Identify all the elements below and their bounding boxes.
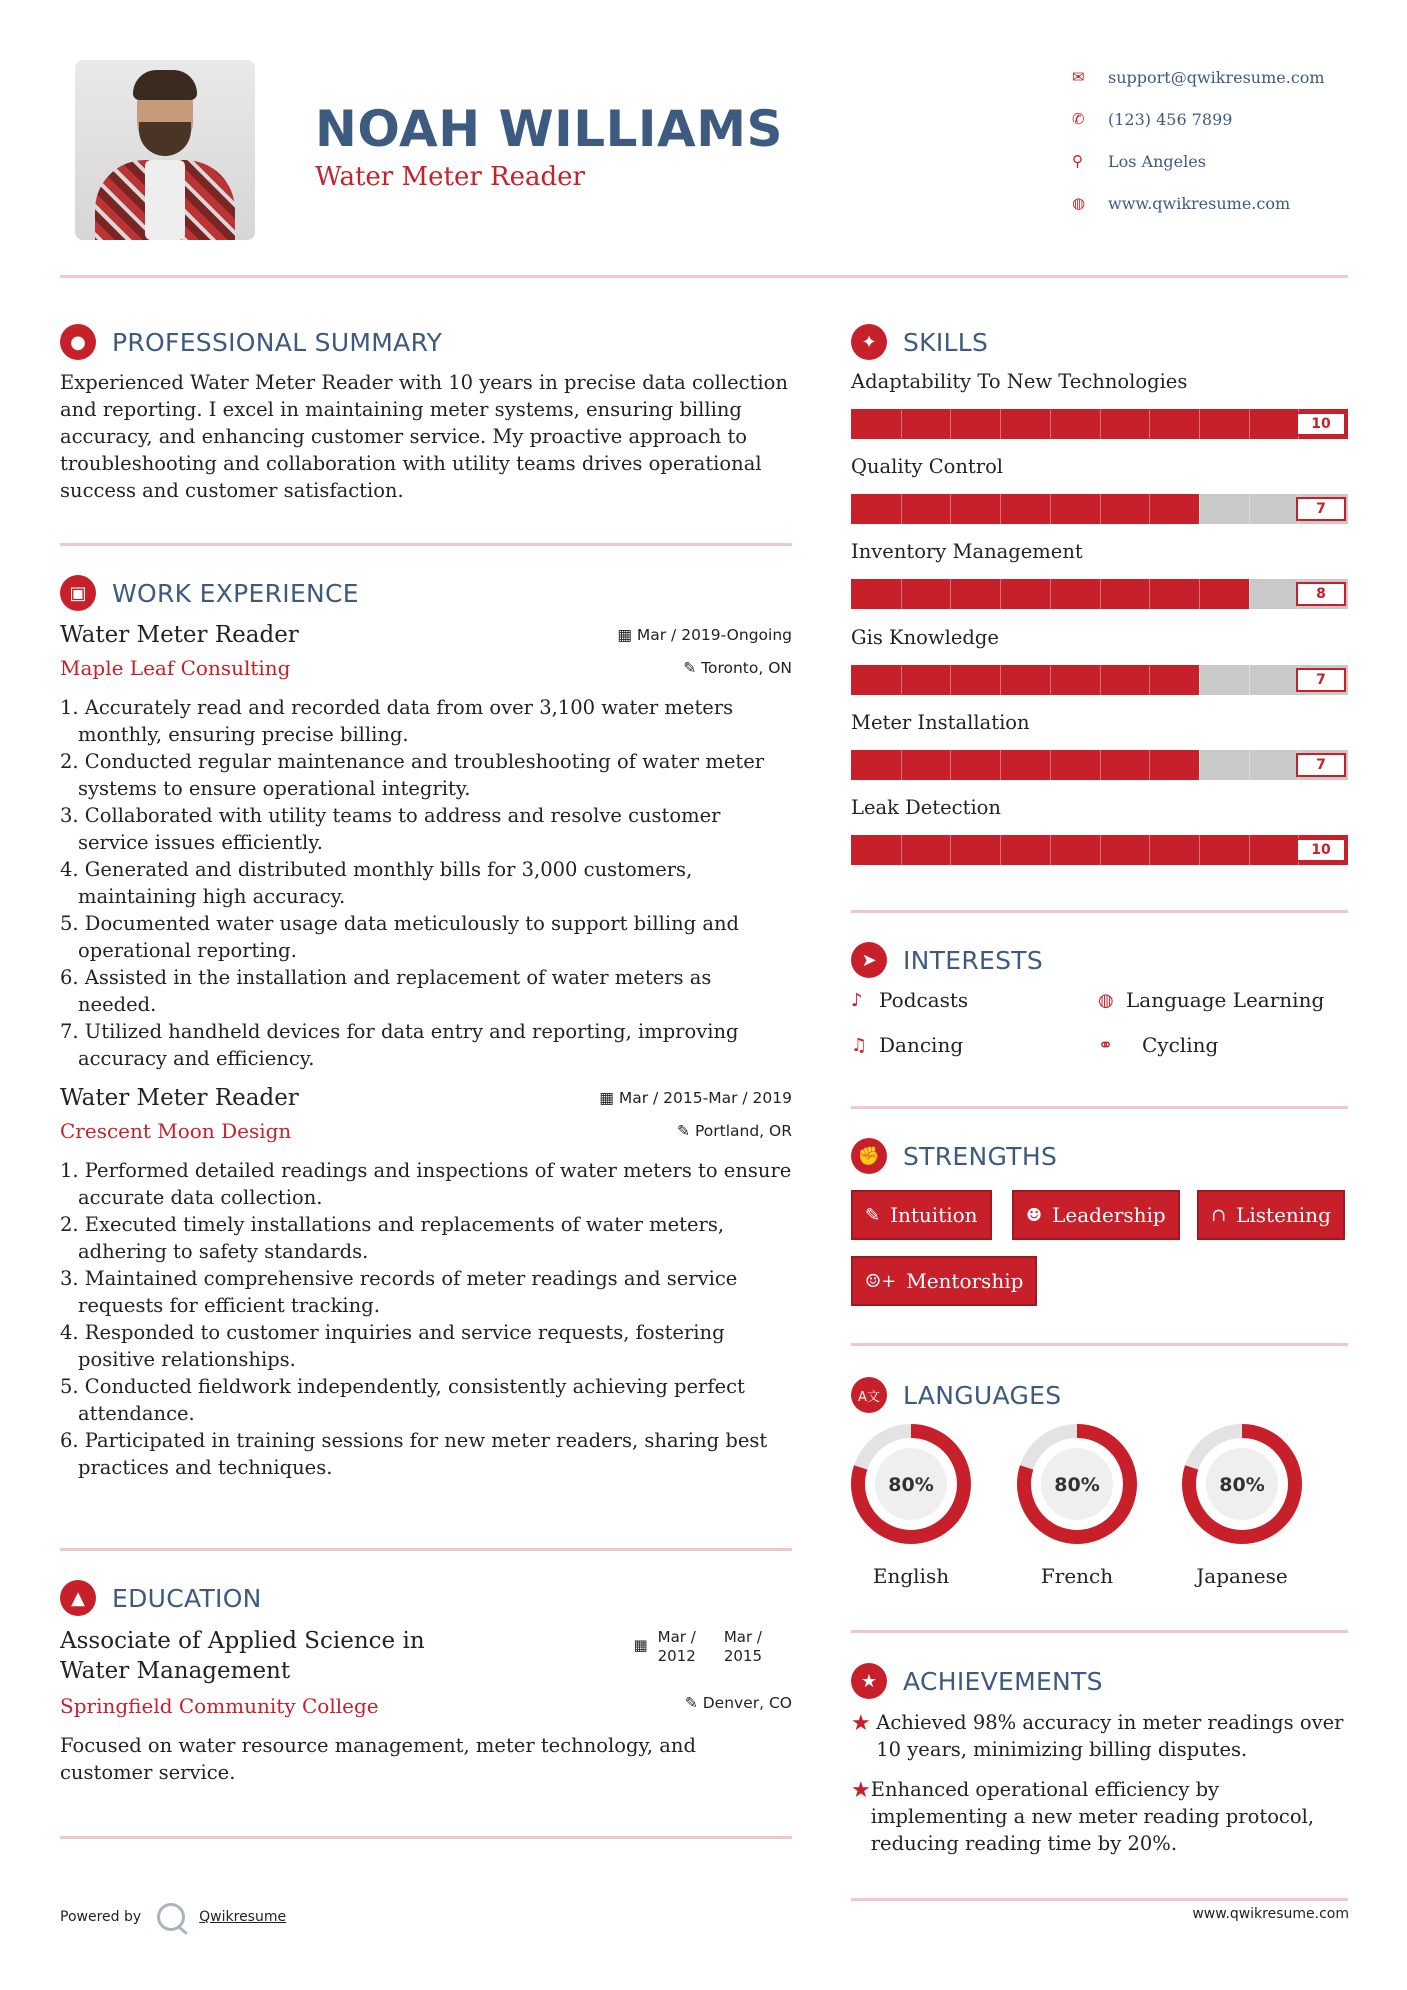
job-company: Maple Leaf Consulting (60, 656, 291, 680)
language-donut (849, 1422, 973, 1546)
degree-title: Associate of Applied Science in Water Management (60, 1628, 425, 1684)
language-donut (1015, 1422, 1139, 1546)
trophy-icon: ★ (851, 1663, 887, 1699)
strength-tag: ☻ Leadership (1012, 1190, 1180, 1240)
skill-bar-fill (851, 494, 1199, 524)
skill-name: Quality Control (851, 455, 1004, 478)
achievement-item: ★ Enhanced operational efficiency by implementing a new meter reading protocol, reducing reading time by 20%. (851, 1778, 1315, 1855)
strength-tag: ∩ Listening (1197, 1190, 1345, 1240)
language-item (1180, 1422, 1304, 1588)
skill-bar (851, 494, 1348, 524)
list-item: 6. Participated in training sessions for new meter readers, sharing best practices and techniques. (60, 1429, 768, 1479)
education-description: Focused on water resource management, meter technology, and customer service. (60, 1734, 696, 1784)
education-entry (60, 1626, 792, 1786)
job-title: Water Meter Reader (60, 1085, 299, 1111)
interest-item: ⚭ Cycling (1098, 1033, 1219, 1057)
calendar-icon: ▦ (633, 1636, 648, 1654)
list-item: 5. Conducted fieldwork independently, consistently achieving perfect attendance. (60, 1375, 745, 1425)
language-name: Japanese (1196, 1564, 1288, 1588)
skill-name: Leak Detection (851, 796, 1001, 819)
list-item: 1. Accurately read and recorded data from over 3,100 water meters monthly, ensuring precise billing. (60, 696, 734, 746)
skill-bar (851, 665, 1348, 695)
job-title: Water Meter Reader (60, 622, 299, 648)
skill-name: Inventory Management (851, 540, 1083, 563)
achievement-item: ★ Achieved 98% accuracy in meter readings over 10 years, minimizing billing disputes. (851, 1711, 1344, 1761)
list-item: 5. Documented water usage data meticulously to support billing and operational reporting. (60, 912, 740, 962)
skill-bar (851, 579, 1348, 609)
skill-bar-fill (851, 665, 1199, 695)
magic-wand-icon: ✎ (865, 1204, 881, 1226)
briefcase-icon: ▣ (60, 575, 96, 611)
skill-score: 7 (1296, 668, 1346, 692)
map-pin-icon: ⚲ (1072, 152, 1083, 170)
skill-bar (851, 750, 1348, 780)
strength-tag: ✎ Intuition (851, 1190, 992, 1240)
list-item: 2. Conducted regular maintenance and troubleshooting of water meter systems to ensure operational integrity. (60, 750, 765, 800)
skill-name: Gis Knowledge (851, 626, 999, 649)
language-icon: A文 (851, 1377, 887, 1413)
skill-item (851, 711, 1348, 780)
skill-item (851, 626, 1348, 695)
calendar-icon: ▦ (617, 626, 637, 644)
languages-divider (851, 1630, 1348, 1633)
skill-bar (851, 409, 1348, 439)
candidate-name: NOAH WILLIAMS (315, 100, 783, 158)
job-location: ✎ Toronto, ON (683, 659, 792, 677)
language-donut (1180, 1422, 1304, 1546)
skill-bar-fill (851, 750, 1199, 780)
list-item: 6. Assisted in the installation and replacement of water meters as needed. (60, 966, 712, 1016)
graduation-cap-icon: ▲ (60, 1580, 96, 1616)
users-icon: ☻ (1026, 1204, 1043, 1226)
job-location: ✎ Portland, OR (677, 1122, 792, 1140)
job-company: Crescent Moon Design (60, 1119, 292, 1143)
list-item: 4. Responded to customer inquiries and service requests, fostering positive relationships. (60, 1321, 725, 1371)
skill-name: Adaptability To New Technologies (851, 370, 1188, 393)
user-plus-icon: ☺+ (865, 1270, 897, 1292)
language-percent: 80% (1054, 1474, 1100, 1496)
skill-bar (851, 835, 1348, 865)
contact-list (1072, 56, 1325, 224)
skill-item (851, 370, 1348, 439)
education-heading: ▲ EDUCATION (60, 1580, 262, 1616)
contact-website[interactable]: ◍ www.qwikresume.com (1072, 193, 1291, 213)
list-item: 4. Generated and distributed monthly bills for 3,000 customers, maintaining high accuracy. (60, 858, 693, 908)
qwikresume-link[interactable]: Qwikresume (199, 1909, 287, 1925)
job-bullets (60, 694, 792, 1072)
candidate-role: Water Meter Reader (315, 162, 585, 192)
fist-icon: ✊ (851, 1138, 887, 1174)
skills-heading: ✦ SKILLS (851, 324, 988, 360)
job-date: ▦ Mar / 2019-Ongoing (617, 626, 792, 644)
star-icon: ★ (851, 1711, 871, 1736)
skill-item (851, 540, 1348, 609)
summary-divider (60, 543, 792, 546)
interest-item: ♪ Podcasts (851, 988, 969, 1012)
globe-icon: ◍ (1098, 989, 1114, 1011)
language-name: English (872, 1564, 950, 1588)
language-percent: 80% (1219, 1474, 1265, 1496)
skill-item (851, 796, 1348, 865)
pin-icon: ✎ (684, 1694, 703, 1712)
summary-heading: ● PROFESSIONAL SUMMARY (60, 324, 442, 360)
interest-item: ♫ Dancing (851, 1033, 964, 1057)
skill-item (851, 455, 1348, 524)
list-item: 2. Executed timely installations and replacements of water meters, adhering to safety standards. (60, 1213, 725, 1263)
skill-score: 10 (1296, 412, 1346, 436)
skills-divider (851, 910, 1348, 913)
contact-email[interactable]: ✉ support@qwikresume.com (1072, 67, 1325, 87)
experience-divider (60, 1548, 792, 1551)
music-icon: ♫ (851, 1034, 868, 1056)
skill-name: Meter Installation (851, 711, 1030, 734)
phone-icon: ✆ (1072, 110, 1085, 128)
list-item: 1. Performed detailed readings and inspections of water meters to ensure accurate data collection. (60, 1159, 792, 1209)
skill-score: 8 (1296, 582, 1346, 606)
achievements-divider (851, 1898, 1348, 1901)
skill-score: 7 (1296, 753, 1346, 777)
list-item: 7. Utilized handheld devices for data entry and reporting, improving accuracy and efficiency. (60, 1020, 739, 1070)
pin-icon: ✎ (683, 659, 702, 677)
interest-item: ◍ Language Learning (1098, 988, 1325, 1012)
qwikresume-logo (157, 1903, 185, 1931)
footer-website-link[interactable]: www.qwikresume.com (1192, 1906, 1349, 1922)
job-entry (60, 1085, 792, 1481)
globe-icon: ◍ (1072, 194, 1086, 212)
job-date: ▦ Mar / 2015-Mar / 2019 (599, 1089, 792, 1107)
languages-heading: A文 LANGUAGES (851, 1377, 1061, 1413)
school-name: Springfield Community College (60, 1694, 379, 1718)
paper-plane-icon: ➤ (851, 942, 887, 978)
skill-score: 7 (1296, 497, 1346, 521)
lightbulb-icon: ✦ (851, 324, 887, 360)
headphones-icon: ∩ (1211, 1204, 1227, 1226)
strengths-heading: ✊ STRENGTHS (851, 1138, 1057, 1174)
footer-powered-by: Powered by Qwikresume (60, 1903, 286, 1931)
interests-heading: ➤ INTERESTS (851, 942, 1043, 978)
language-item (1015, 1422, 1139, 1588)
interests-divider (851, 1106, 1348, 1109)
language-percent: 80% (888, 1474, 934, 1496)
strengths-divider (851, 1343, 1348, 1346)
contact-phone[interactable]: ✆ (123) 456 7899 (1072, 109, 1233, 129)
job-bullets (60, 1157, 792, 1481)
summary-text: Experienced Water Meter Reader with 10 years in precise data collection and reporting. I excel in maintaining meter systems, ensuring billing accuracy, and enhancing customer service. My proactive approach to troubleshooting and collaboration with utility teams drives operational success and customer satisfaction. (60, 371, 788, 502)
profile-photo (75, 60, 255, 240)
envelope-icon: ✉ (1072, 68, 1085, 86)
calendar-icon: ▦ (599, 1089, 619, 1107)
strength-tag: ☺+ Mentorship (851, 1256, 1037, 1306)
job-entry (60, 622, 792, 1072)
list-item: 3. Maintained comprehensive records of meter readings and service requests for efficient tracking. (60, 1267, 738, 1317)
education-dates: ▦ Mar / 2012 Mar / 2015 (633, 1628, 762, 1665)
language-name: French (1040, 1564, 1114, 1588)
contact-location: ⚲ Los Angeles (1072, 151, 1206, 171)
education-divider (60, 1836, 792, 1839)
education-location: ✎ Denver, CO (684, 1694, 792, 1712)
experience-heading: ▣ WORK EXPERIENCE (60, 575, 359, 611)
skill-score: 10 (1296, 838, 1346, 862)
user-icon: ● (60, 324, 96, 360)
language-item (849, 1422, 973, 1588)
achievements-heading: ★ ACHIEVEMENTS (851, 1663, 1103, 1699)
bicycle-icon: ⚭ (1098, 1034, 1114, 1056)
star-icon: ★ (851, 1778, 871, 1803)
list-item: 3. Collaborated with utility teams to address and resolve customer service issues efficiently. (60, 804, 721, 854)
header-divider (60, 275, 1348, 278)
microphone-icon: ♪ (851, 989, 863, 1011)
pin-icon: ✎ (677, 1122, 695, 1140)
